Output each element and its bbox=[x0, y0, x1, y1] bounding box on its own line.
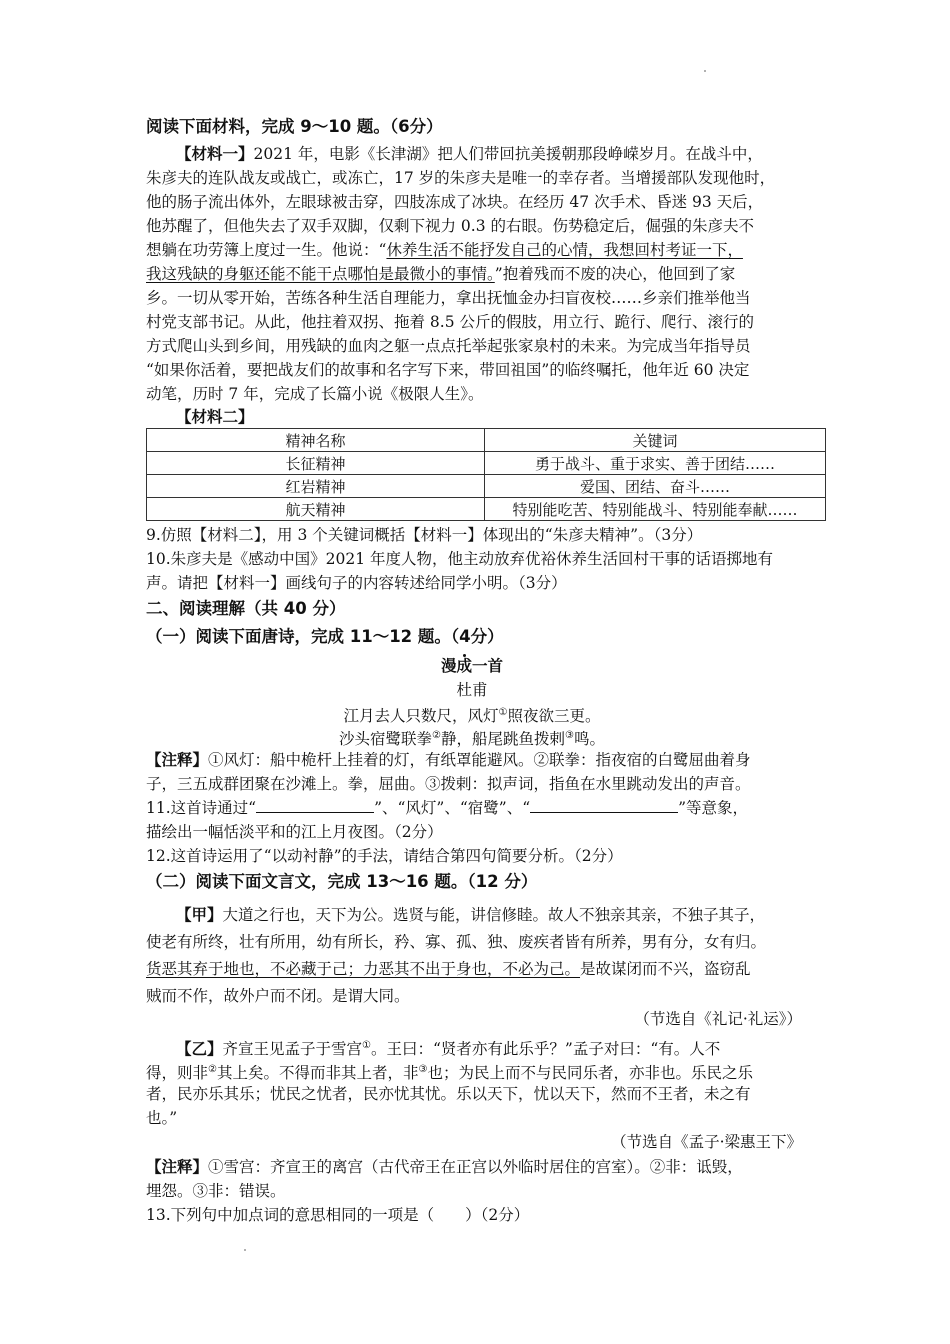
table-cell: 特别能吃苦、特别能战斗、特别能奉献…… bbox=[485, 498, 826, 521]
classical-text-line: 也。” bbox=[146, 1109, 178, 1127]
question-11: 描绘出一幅恬淡平和的江上月夜图。（2分） bbox=[146, 823, 443, 841]
table-header-row bbox=[147, 429, 826, 452]
material-paragraph-line: 他苏醒了，但他失去了双手双脚，仅剩下视力 0.3 的右眼。伤势稳定后，倔强的朱彦夫不 bbox=[146, 217, 755, 235]
material-paragraph-line: 方式爬山头到乡间，用残缺的血肉之躯一点点托举起张家泉村的未来。为完成当年指导员 bbox=[146, 337, 751, 355]
classical-notes: 【注释】①雪宫：齐宣王的离宫（古代帝王在正宫以外临时居住的宫室）。②非：诋毁， bbox=[146, 1158, 743, 1176]
underlined-sentence: 货恶其弃于地也，不必藏于己；力恶其不出于身也，不必为己。 bbox=[146, 960, 581, 978]
table-cell: 航天精神 bbox=[147, 498, 485, 521]
poem-author: 杜甫 bbox=[456, 681, 488, 699]
material-paragraph-line: “如果你活着，要把战友们的故事和名字写下来，带回祖国”的临终嘱托，他年近 60 决定 bbox=[146, 361, 750, 379]
material-paragraph-line: 想躺在功劳簿上度过一生。他说：“休养生活不能抒发自己的心情，我想回村考证一下， bbox=[146, 241, 743, 259]
classical-text-line: 【乙】齐宣王见孟子于雪宫①。王曰：“贤者亦有此乐乎？”孟子对曰：“有。人不 bbox=[176, 1040, 721, 1059]
poem-notes: 【注释】①风灯：船中桅杆上挂着的灯，有纸罩能避风。②联拳：指夜宿的白鹭屈曲着身 bbox=[146, 751, 751, 769]
answer-blank[interactable] bbox=[530, 796, 678, 813]
note-label: 【注释】 bbox=[146, 751, 209, 769]
subsection-title: （二）阅读下面文言文，完成 13～16 题。（12 分） bbox=[146, 872, 538, 891]
question-12: 12.这首诗运用了“以动衬静”的手法，请结合第四句简要分析。（2分） bbox=[146, 847, 623, 865]
table-cell: 爱国、团结、奋斗…… bbox=[485, 475, 826, 498]
classical-text-line: 使老有所终，壮有所用，幼有所长，矜、寡、孤、独、废疾者皆有所养，男有分，女有归。 bbox=[146, 933, 767, 951]
section-title: 阅读下面材料，完成 9～10 题。（6分） bbox=[146, 117, 443, 136]
source-citation: （节选自《礼记·礼运》） bbox=[634, 1010, 802, 1028]
material-paragraph-line: 朱彦夫的连队战友或战亡，或冻亡，17 岁的朱彦夫是唯一的幸存者。当增援部队发现他时， bbox=[146, 169, 776, 187]
material-paragraph-line: 他的肠子流出体外，左眼球被击穿，四肢冻成了冰块。在经历 47 次手术、昏迷 93 天后， bbox=[146, 193, 764, 211]
question-13: 13.下列句中加点词的意思相同的一项是（ ）（2分） bbox=[146, 1206, 530, 1224]
material-label: 【材料二】 bbox=[176, 408, 254, 426]
material-paragraph-line: 村党支部书记。从此，他拄着双拐、拖着 8.5 公斤的假肢，用立行、跪行、爬行、滚行的 bbox=[146, 313, 755, 331]
text-label: 【甲】 bbox=[176, 906, 223, 924]
table-cell: 长征精神 bbox=[147, 452, 485, 475]
material-paragraph-line: 【材料一】2021 年，电影《长津湖》把人们带回抗美援朝那段峥嵘岁月。在战斗中， bbox=[176, 145, 763, 163]
table-header-cell: 精神名称 bbox=[147, 429, 485, 452]
classical-notes: 埋怨。③非：错误。 bbox=[146, 1182, 286, 1200]
text-label: 【乙】 bbox=[176, 1040, 223, 1059]
section-title: 二、阅读理解（共 40 分） bbox=[146, 599, 346, 618]
question-10-line: 10.朱彦夫是《感动中国》2021 年度人物，他主动放弃优裕休养生活回村干事的话语掷地有 bbox=[146, 550, 774, 568]
table-header-cell: 关键词 bbox=[485, 429, 826, 452]
underlined-sentence: 我这残缺的身躯还能不能干点哪怕是最微小的事情。 bbox=[146, 265, 495, 283]
classical-text-line: 货恶其弃于地也，不必藏于己；力恶其不出于身也，不必为己。是故谋闭而不兴，盗窃乱 bbox=[146, 960, 751, 978]
spirit-keyword-table bbox=[146, 428, 826, 521]
poem-line: 沙头宿鹭联拳②静，船尾跳鱼拨剌③鸣。 bbox=[339, 730, 605, 749]
scan-speck bbox=[704, 70, 706, 72]
material-paragraph-line: 我这残缺的身躯还能不能干点哪怕是最微小的事情。”抱着残而不废的决心，他回到了家 bbox=[146, 265, 736, 283]
subsection-title: （一）阅读下面唐诗，完成 11～12 题。（4分） bbox=[146, 627, 504, 646]
note-label: 【注释】 bbox=[146, 1158, 209, 1176]
material-paragraph-line: 动笔，历时 7 年，完成了长篇小说《极限人生》。 bbox=[146, 385, 484, 403]
material-paragraph-line: 乡。一切从零开始，苦练各种生活自理能力，拿出抚恤金办扫盲夜校……乡亲们推举他当 bbox=[146, 289, 751, 307]
scan-speck bbox=[244, 1249, 246, 1251]
classical-text-line: 【甲】大道之行也，天下为公。选贤与能，讲信修睦。故人不独亲其亲，不独子其子， bbox=[176, 906, 766, 924]
poem-title: 漫成一首 bbox=[440, 657, 504, 675]
classical-text-line: 贼而不作，故外户而不闭。是谓大同。 bbox=[146, 987, 410, 1005]
source-citation: （节选自《孟子·梁惠王下》 bbox=[611, 1133, 802, 1151]
classical-text-line: 者，民亦乐其乐；忧民之忧者，民亦忧其忧。乐以天下，忧以天下，然而不王者，未之有 bbox=[146, 1085, 751, 1103]
answer-blank[interactable] bbox=[256, 796, 374, 813]
poem-line: 江月去人只数尺，风灯①照夜欲三更。 bbox=[343, 707, 601, 726]
table-cell: 勇于战斗、重于求实、善于团结…… bbox=[485, 452, 826, 475]
table-row bbox=[147, 498, 826, 521]
table-row bbox=[147, 475, 826, 498]
material-label: 【材料一】 bbox=[176, 145, 254, 163]
table-row bbox=[147, 452, 826, 475]
question-11: 11.这首诗通过“ ”、“风灯”、“宿鹭”、“ ”等意象， bbox=[146, 796, 748, 820]
table-cell: 红岩精神 bbox=[147, 475, 485, 498]
underlined-sentence: 休养生活不能抒发自己的心情，我想回村考证一下， bbox=[386, 241, 743, 259]
poem-notes: 子，三五成群团聚在沙滩上。拳，屈曲。③拨剌：拟声词，指鱼在水里跳动发出的声音。 bbox=[146, 775, 751, 793]
classical-text-line: 得，则非②其上矣。不得而非其上者，非③也；为民上而不与民同乐者，亦非也。乐民之乐 bbox=[146, 1064, 753, 1083]
question-10-line: 声。请把【材料一】画线句子的内容转述给同学小明。（3分） bbox=[146, 574, 567, 592]
question-9: 9.仿照【材料二】，用 3 个关键词概括【材料一】体现出的“朱彦夫精神”。（3分） bbox=[146, 526, 703, 544]
